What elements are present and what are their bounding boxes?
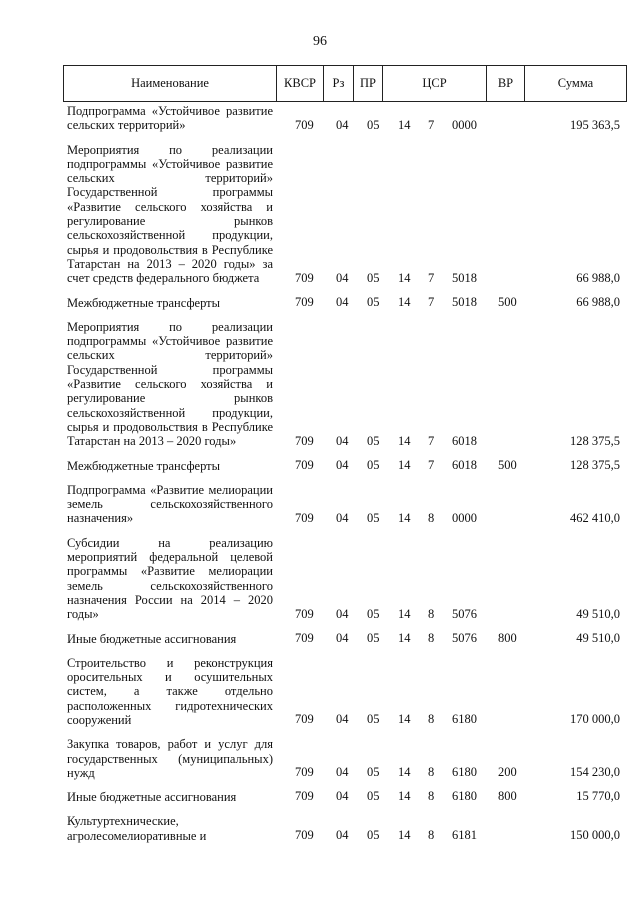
- row-rz: 04: [336, 117, 349, 132]
- row-csr-program: 14: [398, 294, 411, 309]
- row-pr: 05: [367, 712, 380, 727]
- table-row: [0, 483, 640, 526]
- table-row: [0, 320, 640, 449]
- row-sum: 49 510,0: [576, 630, 620, 645]
- header-rz: Рз: [324, 66, 354, 101]
- row-csr-code: 0000: [452, 510, 477, 525]
- row-pr: 05: [367, 270, 380, 285]
- row-csr-program: 14: [398, 712, 411, 727]
- row-csr-subprogram: 8: [428, 630, 435, 645]
- table-row: [0, 656, 640, 727]
- row-csr-code: 5018: [452, 294, 477, 309]
- row-kvsr: 709: [295, 510, 314, 525]
- row-sum: 128 375,5: [570, 433, 620, 448]
- row-sum: 170 000,0: [570, 712, 620, 727]
- table-row: [0, 814, 640, 843]
- row-rz: 04: [336, 294, 349, 309]
- row-rz: 04: [336, 630, 349, 645]
- row-kvsr: 709: [295, 789, 314, 804]
- row-name: Подпрограмма «Развитие мелиорации земель сельскохозяйственного назначения»: [67, 482, 273, 526]
- row-pr: 05: [367, 510, 380, 525]
- table-row: [0, 632, 640, 646]
- row-csr-program: 14: [398, 765, 411, 780]
- row-rz: 04: [336, 510, 349, 525]
- row-codes: [0, 511, 640, 526]
- row-csr-program: 14: [398, 270, 411, 285]
- row-csr-program: 14: [398, 630, 411, 645]
- row-sum: 195 363,5: [570, 117, 620, 132]
- header-sum: Сумма: [557, 76, 594, 90]
- row-name: Субсидии на реализацию мероприятий федеральной целевой программы «Развитие мелиорации земель сельскохозяйственного назначения России на 2014 – 2020 годы»: [67, 535, 273, 622]
- row-rz: 04: [336, 433, 349, 448]
- row-kvsr: 709: [295, 606, 314, 621]
- row-name: Иные бюджетные ассигнования: [67, 631, 237, 646]
- row-codes: [0, 765, 640, 780]
- row-sum: 66 988,0: [576, 294, 620, 309]
- header-pr: ПР: [354, 66, 383, 101]
- row-csr-subprogram: 7: [428, 433, 435, 448]
- row-name: Закупка товаров, работ и услуг для государственных (муниципальных) нужд: [67, 737, 273, 780]
- row-csr-program: 14: [398, 433, 411, 448]
- row-rz: 04: [336, 457, 349, 472]
- header-name: Наименование: [64, 66, 277, 101]
- table-row: [0, 737, 640, 780]
- row-codes: [0, 458, 640, 473]
- row-csr-code: 5076: [452, 606, 477, 621]
- row-sum: 154 230,0: [570, 765, 620, 780]
- row-sum: 49 510,0: [576, 606, 620, 621]
- row-name: Подпрограмма «Устойчивое развитие сельских территорий»: [67, 104, 273, 133]
- row-vr: 500: [498, 457, 517, 472]
- page-number: 96: [313, 34, 327, 49]
- row-csr-subprogram: 8: [428, 765, 435, 780]
- row-codes: [0, 631, 640, 646]
- row-csr-program: 14: [398, 510, 411, 525]
- row-vr: 800: [498, 630, 517, 645]
- row-name: Мероприятия по реализации подпрограммы «Устойчивое развитие сельских территорий» Государственной программы «Развитие сельского хозяйства и регулирование рынков сельскохозяйственной продукции, сырья и продовольствия в Республике Татарстан на 2013 – 2020 годы» за счет средств федерального бюджета: [67, 142, 273, 286]
- row-codes: [0, 607, 640, 622]
- row-kvsr: 709: [295, 712, 314, 727]
- row-pr: 05: [367, 828, 380, 843]
- row-csr-code: 6018: [452, 433, 477, 448]
- row-vr: 800: [498, 789, 517, 804]
- row-csr-program: 14: [398, 117, 411, 132]
- row-kvsr: 709: [295, 270, 314, 285]
- table-row: [0, 104, 640, 133]
- row-csr-code: 6180: [452, 789, 477, 804]
- row-pr: 05: [367, 606, 380, 621]
- row-vr: 200: [498, 765, 517, 780]
- row-rz: 04: [336, 765, 349, 780]
- row-codes: [0, 118, 640, 133]
- row-sum: 128 375,5: [570, 457, 620, 472]
- table-header: [63, 65, 627, 102]
- row-csr-subprogram: 8: [428, 828, 435, 843]
- row-kvsr: 709: [295, 828, 314, 843]
- table-row: [0, 790, 640, 804]
- row-pr: 05: [367, 117, 380, 132]
- row-csr-program: 14: [398, 457, 411, 472]
- row-name: Межбюджетные трансферты: [67, 295, 221, 310]
- table-row: [0, 296, 640, 310]
- row-kvsr: 709: [295, 457, 314, 472]
- row-name: Мероприятия по реализации подпрограммы «Устойчивое развитие сельских территорий» Государственной программы «Развитие сельского хозяйства и регулирование рынков сельскохозяйственной продукции, сырья и продовольствия в Республике Татарстан на 2013 – 2020 годы»: [67, 319, 273, 449]
- row-name: Межбюджетные трансферты: [67, 458, 221, 473]
- row-pr: 05: [367, 765, 380, 780]
- row-csr-subprogram: 7: [428, 457, 435, 472]
- header-vr: ВР: [487, 66, 525, 101]
- row-csr-subprogram: 7: [428, 117, 435, 132]
- row-codes: [0, 789, 640, 804]
- row-csr-code: 5018: [452, 270, 477, 285]
- row-csr-subprogram: 7: [428, 270, 435, 285]
- row-codes: [0, 828, 640, 843]
- header-csr: ЦСР: [383, 66, 487, 101]
- row-rz: 04: [336, 789, 349, 804]
- row-rz: 04: [336, 606, 349, 621]
- row-kvsr: 709: [295, 765, 314, 780]
- row-sum: 150 000,0: [570, 828, 620, 843]
- row-codes: [0, 271, 640, 286]
- row-sum: 15 770,0: [576, 789, 620, 804]
- row-pr: 05: [367, 457, 380, 472]
- row-csr-code: 0000: [452, 117, 477, 132]
- row-csr-code: 6180: [452, 765, 477, 780]
- row-name: Культуртехнические, агролесомелиоративные и: [67, 814, 207, 843]
- row-csr-program: 14: [398, 606, 411, 621]
- row-csr-subprogram: 8: [428, 606, 435, 621]
- table-row: [0, 459, 640, 473]
- table-row: [0, 143, 640, 286]
- table-body: [0, 104, 640, 853]
- table-row: [0, 536, 640, 622]
- row-kvsr: 709: [295, 433, 314, 448]
- row-kvsr: 709: [295, 294, 314, 309]
- row-csr-code: 6018: [452, 457, 477, 472]
- row-kvsr: 709: [295, 630, 314, 645]
- row-rz: 04: [336, 828, 349, 843]
- row-csr-subprogram: 8: [428, 712, 435, 727]
- row-name: Иные бюджетные ассигнования: [67, 790, 237, 805]
- row-rz: 04: [336, 712, 349, 727]
- row-csr-program: 14: [398, 789, 411, 804]
- row-csr-code: 5076: [452, 630, 477, 645]
- row-pr: 05: [367, 433, 380, 448]
- header-kvsr: КВСР: [277, 66, 324, 101]
- row-name: Строительство и реконструкция оросительных и осушительных систем, а также отдельно расположенных гидротехнических сооружений: [67, 655, 273, 727]
- row-pr: 05: [367, 294, 380, 309]
- row-sum: 66 988,0: [576, 270, 620, 285]
- row-csr-subprogram: 8: [428, 510, 435, 525]
- row-csr-subprogram: 7: [428, 294, 435, 309]
- row-csr-program: 14: [398, 828, 411, 843]
- row-vr: 500: [498, 294, 517, 309]
- row-csr-subprogram: 8: [428, 789, 435, 804]
- row-codes: [0, 712, 640, 727]
- row-pr: 05: [367, 630, 380, 645]
- row-csr-code: 6181: [452, 828, 477, 843]
- row-rz: 04: [336, 270, 349, 285]
- row-pr: 05: [367, 789, 380, 804]
- row-codes: [0, 434, 640, 449]
- row-kvsr: 709: [295, 117, 314, 132]
- row-csr-code: 6180: [452, 712, 477, 727]
- row-codes: [0, 295, 640, 310]
- row-sum: 462 410,0: [570, 510, 620, 525]
